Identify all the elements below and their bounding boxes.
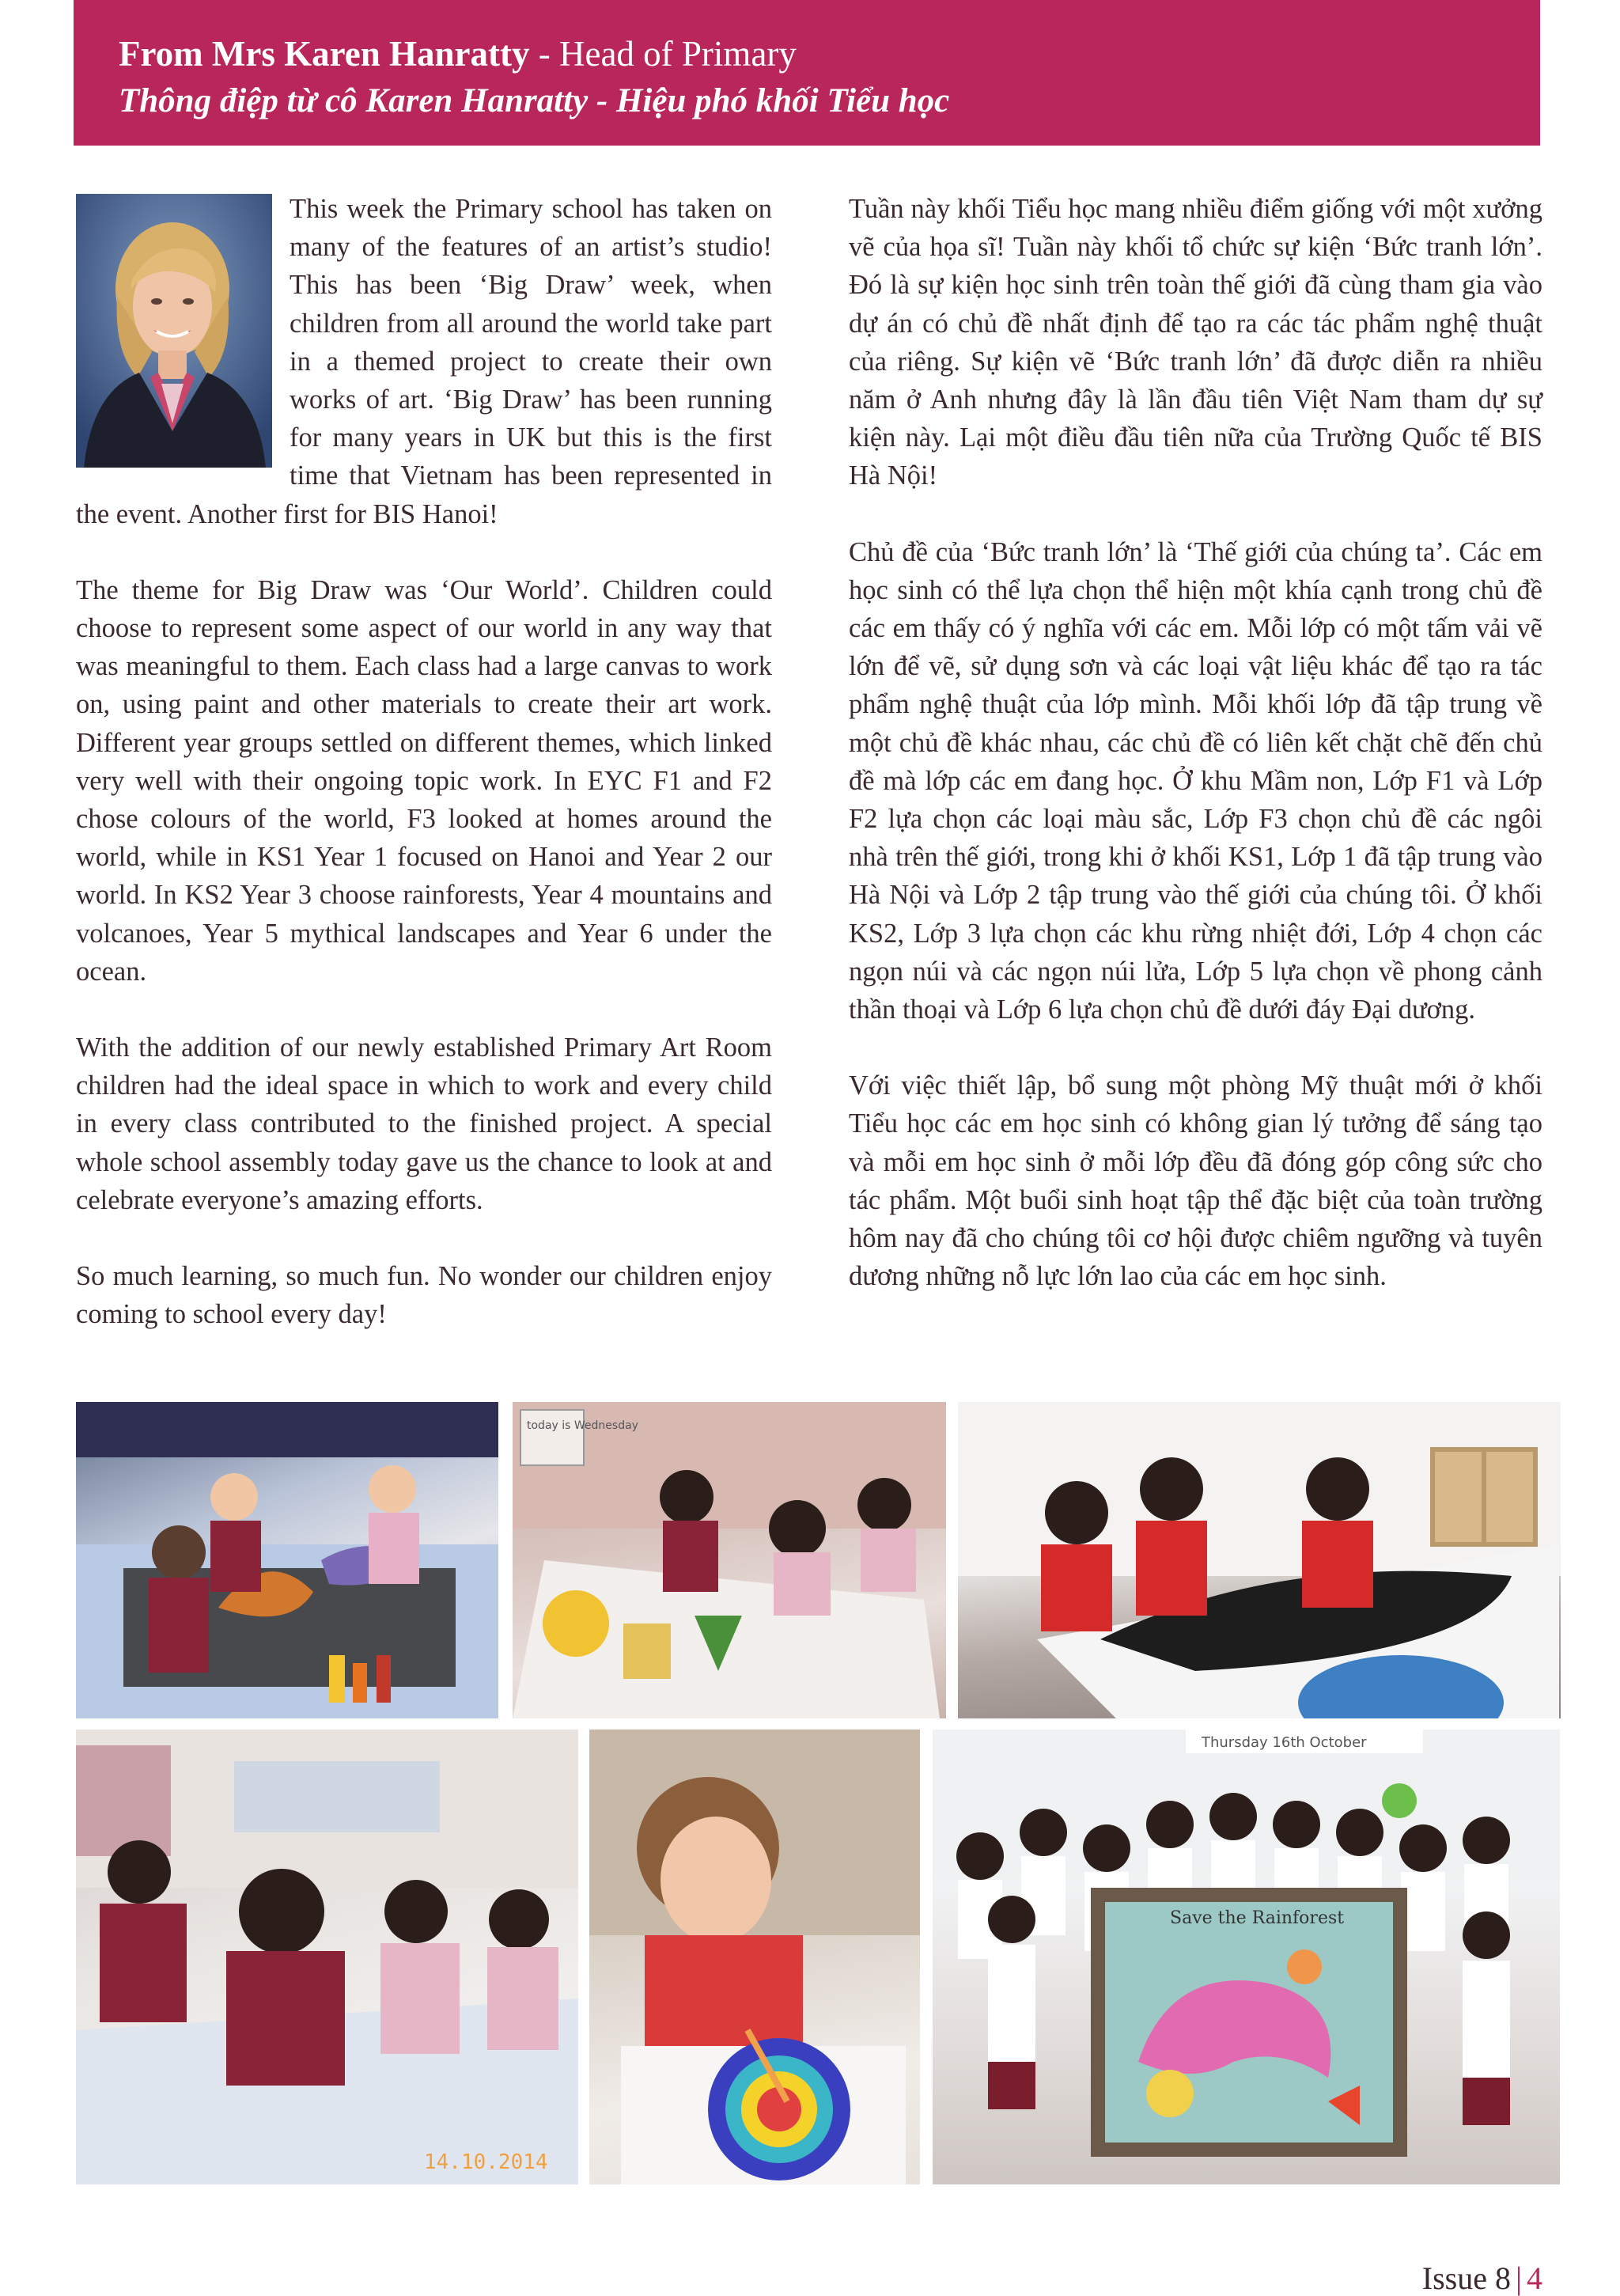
photo-6-board-text: Thursday 16th October (1202, 1734, 1367, 1751)
photo-art-room (76, 1730, 578, 2184)
header-banner (74, 0, 1540, 146)
photo-4-illustration (76, 1730, 578, 2184)
vi-paragraph-2: Chủ đề của ‘Bức tranh lớn’ là ‘Thế giới của chúng ta’. Các em học sinh có thể lựa chọn thể hiện một khía cạnh trong chủ đề các em thấy có ý nghĩa với các em. Mỗi lớp có một tấm vải vẽ lớn để vẽ, sử dụng sơn và các loại vật liệu khác để tạo ra tác phẩm nghệ thuật của lớp mình. Mỗi khối lớp đã tập trung về một chủ đề khác nhau, các chủ đề có liên kết chặt chẽ đến chủ đề mà lớp các em đang học. Ở khu Mầm non, Lớp F1 và Lớp F2 lựa chọn các loại màu sắc, Lớp F3 chọn chủ đề các ngôi nhà trên thế giới, trong khi ở khối KS1, Lớp 1 đã tập trung vào Hà Nội và Lớp 2 tập trung vào thế giới của chúng tôi. Ở khối KS2, Lớp 3 lựa chọn các khu rừng nhiệt đới, Lớp 4 chọn các ngọn núi và các ngọn núi lửa, Lớp 5 lựa chọn về phong cảnh thần thoại và Lớp 6 lựa chọn chủ đề dưới đáy Đại dương. (849, 536, 1542, 1025)
photo-6-banner-text: Save the Rainforest (1170, 1908, 1345, 1928)
photo-class-group (933, 1730, 1560, 2184)
portrait-photo (76, 194, 272, 468)
photo-floor-drawing (513, 1402, 946, 1718)
photo-2-note-text: today is Wednesday (527, 1419, 638, 1432)
header-title-en (119, 30, 1540, 78)
english-column (76, 190, 772, 1371)
photo-1-illustration (76, 1402, 498, 1718)
footer-separator: | (1515, 2260, 1522, 2296)
photo-4-datestamp: 14.10.2014 (424, 2150, 548, 2174)
en-paragraph-4: So much learning, so much fun. No wonder our children enjoy coming to school every day! (76, 1261, 772, 1330)
photo-5-illustration (589, 1730, 920, 2184)
vi-paragraph-3: Với việc thiết lập, bổ sung một phòng Mỹ thuật mới ở khối Tiểu học các em học sinh có không gian lý tưởng để sáng tạo và mỗi em học sinh ở mỗi lớp đều đã đóng góp công sức cho tác phẩm. Một buổi sinh hoạt tập thể đặc biệt của toàn trường hôm nay đã cho chúng tôi cơ hội được chiêm ngưỡng và tuyên dương những nỗ lực lớn lao của các em học sinh. (849, 1070, 1542, 1292)
page-number: 4 (1527, 2260, 1542, 2296)
vi-paragraph-1: Tuần này khối Tiểu học mang nhiều điểm giống với một xưởng vẽ của họa sĩ! Tuần này khối tổ chức sự kiện ‘Bức tranh lớn’. Đó là sự kiện học sinh trên toàn thế giới đã cùng tham gia vào dự án có chủ đề nhất định để tạo ra các tác phẩm nghệ thuật của riêng. Sự kiện vẽ ‘Bức tranh lớn’ đã được diễn ra nhiều năm ở Anh nhưng đây là lần đầu tiên Việt Nam tham dự sự kiện này. Lại một điều đầu tiên nữa của Trường Quốc tế BIS Hà Nội! (849, 194, 1542, 491)
photo-3-illustration (958, 1402, 1561, 1718)
header-title-vi: Thông điệp từ cô Karen Hanratty - Hiệu phó khối Tiểu học (119, 82, 950, 119)
photo-painting-circles (589, 1730, 920, 2184)
en-paragraph-3: With the addition of our newly established Primary Art Room children had the ideal space in which to work and every child in every class contributed to the finished project. A special whole school assembly today gave us the chance to look at and celebrate everyone’s amazing efforts. (76, 1032, 772, 1215)
photo-2-illustration (513, 1402, 946, 1718)
en-paragraph-1: This week the Primary school has taken on many of the features of an artist’s studio! This has been ‘Big Draw’ week, when children from all around the world take part in a themed project to create their own works of art. ‘Big Draw’ has been running for many years in UK but this is the first time that Vietnam has been represented in the event. Another first for BIS Hanoi! (76, 194, 772, 529)
vietnamese-column (849, 190, 1542, 1333)
photo-world-painting (958, 1402, 1561, 1718)
header-role: - Head of Primary (529, 34, 797, 74)
issue-label: Issue 8 (1421, 2260, 1511, 2296)
photo-painting-table (76, 1402, 498, 1718)
page-footer (1421, 2260, 1542, 2296)
photo-6-illustration (933, 1730, 1560, 2184)
header-author: From Mrs Karen Hanratty (119, 34, 530, 74)
en-paragraph-2: The theme for Big Draw was ‘Our World’. Children could choose to represent some aspect of our world in any way that was meaningful to them. Each class had a large canvas to work on, using paint and other materials to create their art work. Different year groups settled on different themes, which linked very well with their ongoing topic work. In EYC F1 and F2 chose colours of the world, F3 looked at homes around the world, while in KS1 Year 1 focused on Hanoi and Year 2 our world. In KS2 Year 3 choose rainforests, Year 4 mountains and volcanoes, Year 5 mythical landscapes and Year 6 under the ocean. (76, 574, 772, 987)
portrait-illustration (76, 194, 272, 468)
